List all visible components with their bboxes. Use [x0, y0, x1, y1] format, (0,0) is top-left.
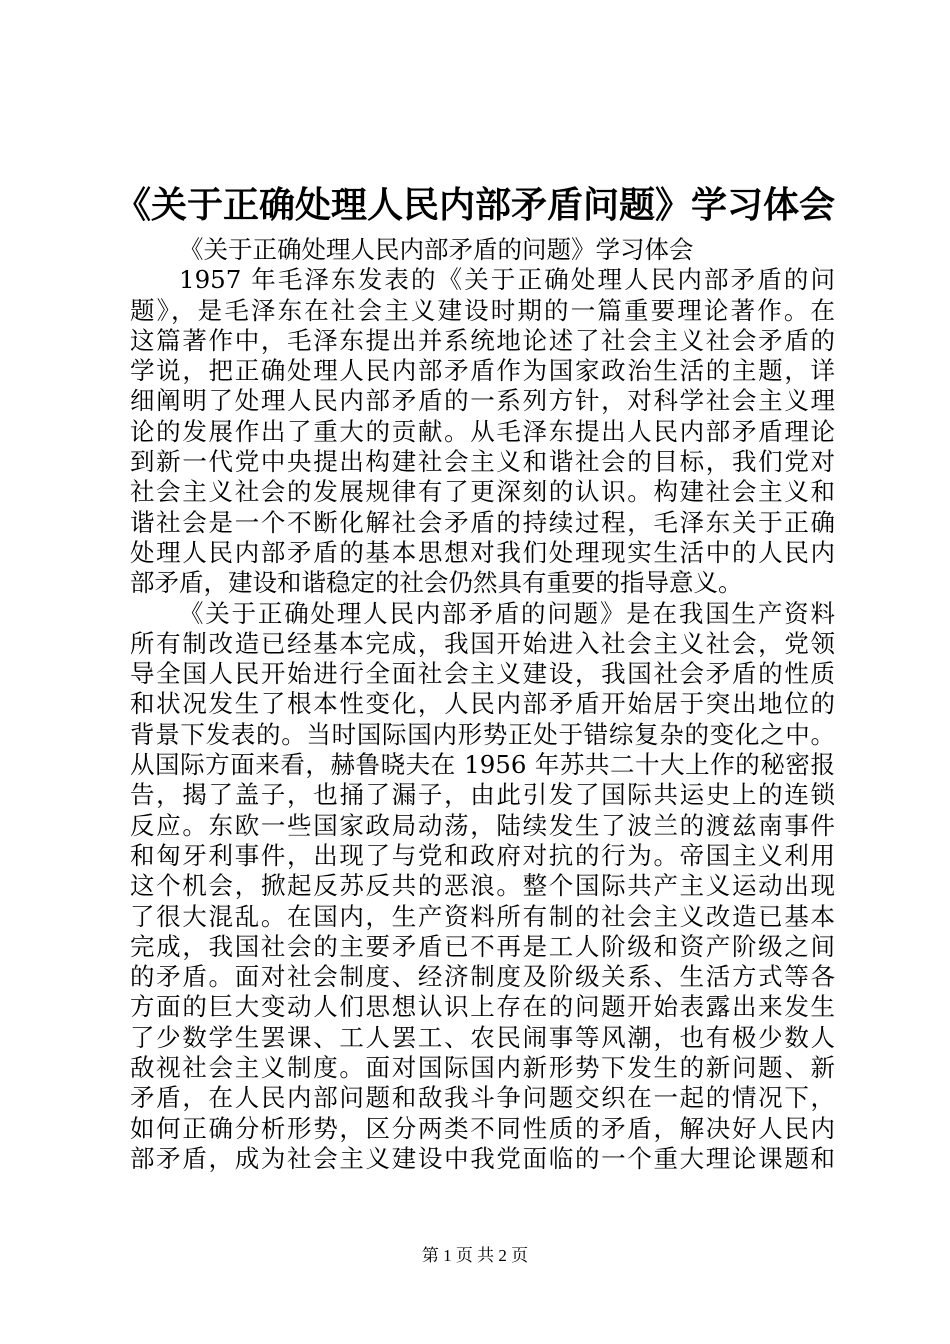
paragraph-line: 题》，是毛泽东在社会主义建设时期的一篇重要理论著作。在 [130, 295, 835, 325]
page-footer: 第 1 页 共 2 页 [421, 1246, 529, 1265]
paragraph-line: 到新一代党中央提出构建社会主义和谐社会的目标，我们党对 [130, 447, 835, 477]
paragraph-line: 背景下发表的。当时国际国内形势正处于错综复杂的变化之中。 [130, 719, 835, 749]
paragraph-line: 社会主义社会的发展规律有了更深刻的认识。构建社会主义和 [130, 477, 835, 507]
paragraph-line: 谐社会是一个不断化解社会矛盾的持续过程，毛泽东关于正确 [130, 507, 835, 537]
paragraph-line: 1957 年毛泽东发表的《关于正确处理人民内部矛盾的问 [179, 265, 835, 295]
paragraph-line: 敌视社会主义制度。面对国际国内新形势下发生的新问题、新 [130, 1053, 835, 1083]
paragraph-line: 反应。东欧一些国家政局动荡，陆续发生了波兰的渡兹南事件 [130, 810, 835, 840]
paragraph-line: 完成，我国社会的主要矛盾已不再是工人阶级和资产阶级之间 [130, 931, 835, 961]
paragraph-line: 部矛盾，成为社会主义建设中我党面临的一个重大理论课题和 [130, 1143, 835, 1173]
paragraph-line: 和匈牙利事件，出现了与党和政府对抗的行为。帝国主义利用 [130, 840, 835, 870]
paragraph-line: 这个机会，掀起反苏反共的恶浪。整个国际共产主义运动出现 [130, 871, 835, 901]
paragraph-line: 处理人民内部矛盾的基本思想对我们处理现实生活中的人民内 [130, 537, 835, 567]
paragraph-line: 的矛盾。面对社会制度、经济制度及阶级关系、生活方式等各 [130, 962, 835, 992]
paragraph-line: 从国际方面来看，赫鲁晓夫在 1956 年苏共二十大上作的秘密报 [130, 750, 835, 780]
paragraph-line: 如何正确分析形势，区分两类不同性质的矛盾，解决好人民内 [130, 1113, 835, 1143]
paragraph-line: 导全国人民开始进行全面社会主义建设，我国社会矛盾的性质 [130, 659, 835, 689]
subtitle-line: 《关于正确处理人民内部矛盾的问题》学习体会 [179, 235, 694, 264]
paragraph-line: 矛盾，在人民内部问题和敌我斗争问题交织在一起的情况下， [130, 1083, 835, 1113]
paragraph-line: 了少数学生罢课、工人罢工、农民闹事等风潮，也有极少数人 [130, 1022, 835, 1052]
paragraph-line: 方面的巨大变动人们思想认识上存在的问题开始表露出来发生 [130, 992, 835, 1022]
document-title: 《关于正确处理人民内部矛盾问题》学习体会 [114, 184, 835, 226]
paragraph-line: 告，揭了盖子，也捅了漏子，由此引发了国际共运史上的连锁 [130, 780, 835, 810]
paragraph-line: 这篇著作中，毛泽东提出并系统地论述了社会主义社会矛盾的 [130, 325, 835, 355]
paragraph-line: 了很大混乱。在国内，生产资料所有制的社会主义改造已基本 [130, 901, 835, 931]
paragraph-line: 学说，把正确处理人民内部矛盾作为国家政治生活的主题，详 [130, 356, 835, 386]
paragraph-line: 《关于正确处理人民内部矛盾的问题》是在我国生产资料 [179, 598, 835, 628]
document-body [130, 235, 835, 1174]
paragraph-line: 所有制改造已经基本完成，我国开始进入社会主义社会，党领 [130, 628, 835, 658]
paragraph-line: 部矛盾，建设和谐稳定的社会仍然具有重要的指导意义。 [130, 568, 743, 598]
paragraph-line: 论的发展作出了重大的贡献。从毛泽东提出人民内部矛盾理论 [130, 416, 835, 446]
paragraph-line: 细阐明了处理人民内部矛盾的一系列方针，对科学社会主义理 [130, 386, 835, 416]
paragraph-line: 和状况发生了根本性变化，人民内部矛盾开始居于突出地位的 [130, 689, 835, 719]
